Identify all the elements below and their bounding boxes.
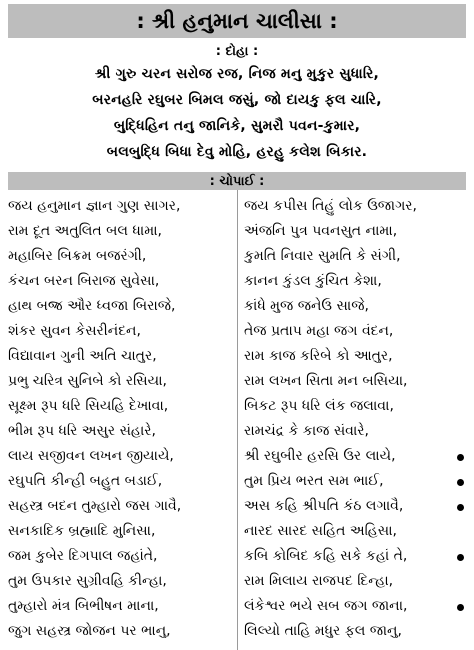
bullet-dot (457, 554, 464, 561)
verse-left: જય હનુમાન જ્ઞાન ગુણ સાગર, (8, 198, 181, 214)
verse-left: હાથ બજ્ર ઔર ધ્વજા બિરાજે, (8, 298, 176, 314)
verse-left: શંકર સુવન કેસરીનંદન, (8, 323, 141, 339)
chopai-heading: : ચોપાઈ : (209, 173, 265, 189)
verse-left: જુગ સહસ્ત્ર જોજન પર ભાનુ, (8, 623, 171, 639)
verse-right: કાંધે મુજ જનેઉ સાજે, (244, 298, 369, 314)
verse-right: રામ લખન સિતા મન બસિયા, (244, 373, 408, 389)
verse-left: રઘુપતિ કીન્હી બહુત બડાઈ, (8, 473, 163, 489)
verse-left: રામ દૂત અતુલિત બલ ધામા, (8, 223, 162, 239)
verse-right: કુમતિ નિવાર સુમતિ કે સંગી, (244, 248, 401, 264)
verse-right: જય કપીસ તિહું લોક ઉજાગર, (244, 198, 417, 214)
verse-left: સૂક્ષ્મ રૂપ ધરિ સિયહિ દેખાવા, (8, 398, 169, 414)
bullet-dot (457, 504, 464, 511)
verse-right: બિકટ રૂપ ધરિ લંક જલાવા, (244, 398, 394, 414)
verse-left: તુમ્હારો મંત્ર બિભીષન માના, (8, 598, 159, 614)
verse-left: સનકાદિક બ્રહ્માદિ મુનિસા, (8, 523, 156, 539)
doha-line: શ્રી ગુરુ ચરન સરોજ રજ, નિજ મનુ મુકુર સુધારિ, (94, 66, 380, 82)
verse-left: લાય સજીવન લખન જીયાયે, (8, 448, 174, 464)
bullet-dot (457, 454, 464, 461)
verse-right: અસ કહિ શ્રીપતિ કંઠ લગાવૈ, (244, 498, 404, 514)
verse-right: તેજ પ્રતાપ મહા જગ વંદન, (244, 323, 394, 339)
bullet-dot (457, 479, 464, 486)
column-divider (237, 190, 238, 650)
verse-right: રામ કાજ કરિબે કો આતુર, (244, 348, 393, 364)
page-title: : શ્રી હનુમાન ચાલીસા : (136, 8, 338, 33)
verse-left: જમ કુબેર દિગપાલ જહાંતે, (8, 548, 158, 564)
verse-left: તુમ ઉપકાર સુગ્રીવહિ કીન્હા, (8, 573, 167, 589)
verse-right: રામ મિલાય રાજપદ દિન્હા, (244, 573, 394, 589)
bullet-dot (457, 604, 464, 611)
doha-line: બલબુદ્ધિ બિધા દેવુ મોહિ, હરહુ કલેશ બિકાર. (106, 144, 368, 160)
doha-line: બરનહરિ રઘુબર બિમલ જસું, જો દાયકુ ફલ ચારિ, (92, 92, 382, 108)
verse-left: ભીમ રૂપ ધરિ અસુર સંહારે, (8, 423, 156, 439)
chopai-heading-band (8, 172, 466, 190)
title-banner (8, 4, 466, 38)
verse-right: તુમ પ્રિય ભરત સમ ભાઈ, (244, 473, 384, 489)
verse-left: કંચન બરન બિરાજ સુવેસા, (8, 273, 160, 289)
verse-right: લિલ્યો તાહિ મધુર ફલ જાનુ, (244, 623, 402, 639)
doha-heading: : દોહા : (215, 44, 259, 59)
verse-right: રામચંદ્ર કે કાજ સંવારે, (244, 423, 369, 439)
verse-right: લંકેશ્વર ભયે સબ જગ જાના, (244, 598, 408, 614)
verse-right: કબિ કોબિદ કહિ સકે કહાં તે, (244, 548, 408, 564)
verse-left: વિદ્યાવાન ગુની અતિ ચાતુર, (8, 348, 157, 364)
verse-right: કાનન કુંડલ કુંચિત કેશા, (244, 273, 382, 289)
doha-line: બુદ્ધિહિન તનુ જાનિકે, સુમરૌ પવન-કુમાર, (113, 118, 361, 134)
verse-left: સહસ્ત્ર બદન તુમ્હારો જસ ગાવૈ, (8, 498, 182, 514)
verse-left: મહાબિર બિક્રમ બજરંગી, (8, 248, 147, 264)
verse-right: શ્રી રઘુબીર હરસિ ઉર લાયે, (244, 448, 396, 464)
verse-right: નારદ સારદ સહિત અહિસા, (244, 523, 397, 539)
verse-left: પ્રભુ ચરિત્ર સુનિબે કો રસિયા, (8, 373, 167, 389)
verse-right: અંજનિ પુત્ર પવનસુત નામા, (244, 223, 398, 239)
